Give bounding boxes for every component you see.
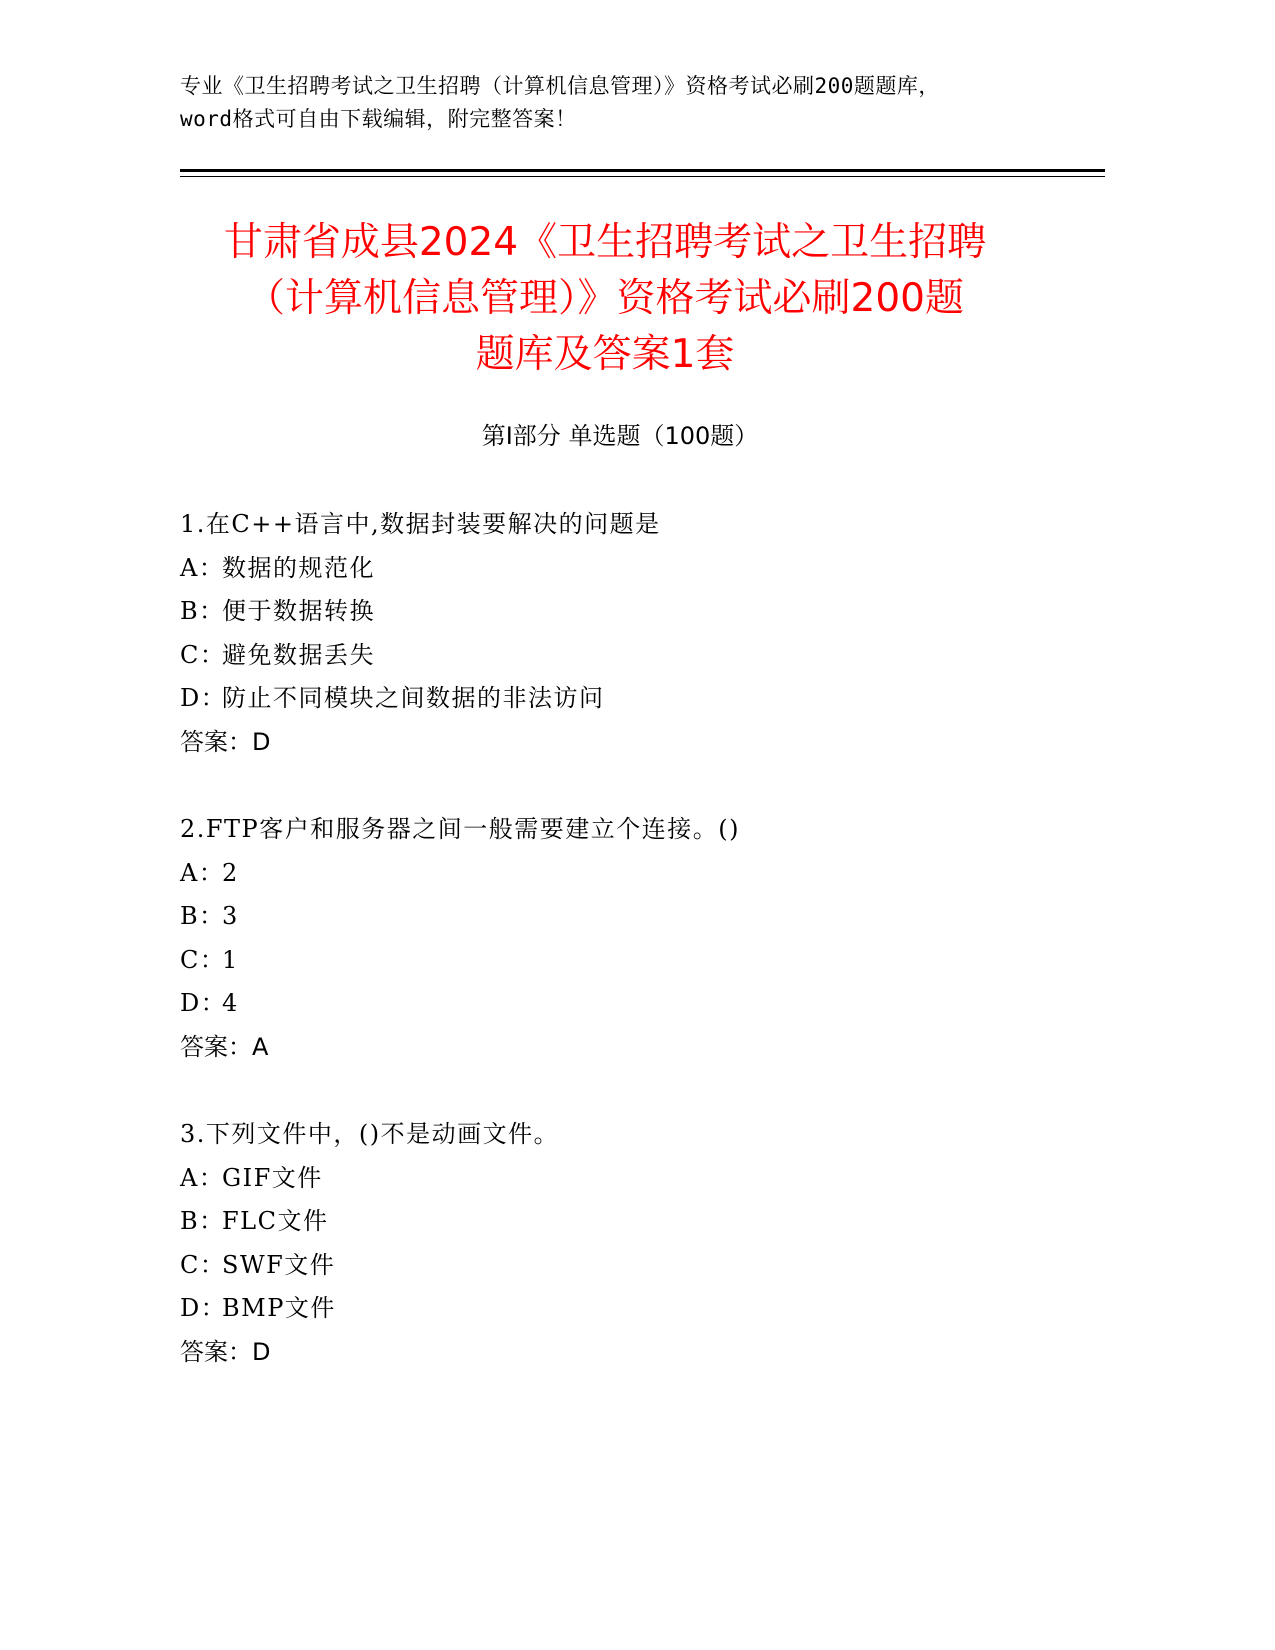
question-3: [180, 1113, 1080, 1374]
option-c: [180, 634, 1080, 678]
option-text: 防止不同模块之间数据的非法访问: [222, 684, 605, 712]
option-d: [180, 1287, 1080, 1331]
option-letter: D：: [180, 989, 227, 1017]
option-b: [180, 1200, 1080, 1244]
option-letter: A：: [180, 1163, 225, 1192]
option-letter: C：: [180, 640, 226, 669]
option-a: [180, 547, 1080, 591]
option-text: FLC文件: [222, 1207, 329, 1235]
answer-label: 答案：D: [180, 727, 271, 756]
option-letter: D：: [180, 684, 227, 712]
option-text: 便于数据转换: [222, 597, 375, 625]
document-title-line-3: 题库及答案1套: [475, 332, 735, 377]
option-letter: B：: [180, 902, 225, 930]
option-text: BMP文件: [222, 1294, 336, 1322]
option-letter: A：: [180, 858, 225, 887]
option-b: [180, 895, 1080, 939]
question-stem: 1.在C++语言中,数据封装要解决的问题是: [180, 510, 661, 538]
section-heading: 第Ⅰ部分 单选题（100题）: [481, 422, 759, 450]
question-2: [180, 808, 1080, 1069]
header-divider-thick: [180, 169, 1105, 172]
option-text: 避免数据丢失: [222, 640, 375, 669]
document-title-line-1: 甘肃省成县2024《卫生招聘考试之卫生招聘: [223, 220, 987, 265]
option-text: 3: [222, 902, 239, 930]
option-text: GIF文件: [222, 1163, 323, 1192]
option-c: [180, 1244, 1080, 1288]
option-text: 4: [222, 989, 239, 1017]
option-c: [180, 939, 1080, 983]
option-letter: C：: [180, 945, 226, 974]
option-letter: B：: [180, 1207, 225, 1235]
document-title-line-2: （计算机信息管理）》资格考试必刷200题: [246, 276, 964, 321]
header-divider-thin: [180, 176, 1105, 177]
option-d: [180, 982, 1080, 1026]
header-note: [180, 70, 1100, 136]
option-letter: A：: [180, 553, 225, 582]
option-a: [180, 852, 1080, 896]
answer-label: 答案：A: [180, 1032, 269, 1061]
question-stem: 3.下列文件中，()不是动画文件。: [180, 1120, 560, 1148]
option-text: SWF文件: [222, 1250, 336, 1279]
answer-label: 答案：D: [180, 1337, 271, 1366]
option-letter: C：: [180, 1250, 226, 1279]
question-1: [180, 503, 1080, 764]
option-text: 数据的规范化: [222, 553, 375, 582]
option-d: [180, 677, 1080, 721]
question-stem: 2.FTP客户和服务器之间一般需要建立个连接。(): [180, 815, 740, 843]
option-letter: D：: [180, 1294, 227, 1322]
option-a: [180, 1157, 1080, 1201]
option-text: 2: [222, 858, 239, 887]
option-letter: B：: [180, 597, 225, 625]
option-text: 1: [222, 945, 239, 974]
option-b: [180, 590, 1080, 634]
document-title: [160, 215, 1050, 383]
header-note-line-2: word格式可自由下载编辑，附完整答案！: [180, 107, 577, 131]
header-note-line-1: 专业《卫生招聘考试之卫生招聘（计算机信息管理）》资格考试必刷200题题库，: [180, 74, 940, 98]
